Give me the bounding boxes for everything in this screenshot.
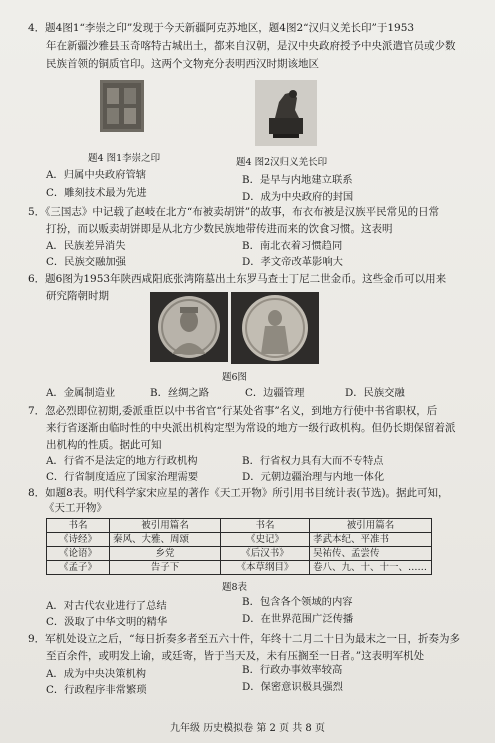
q8-stem-line-1: 8．如题8表。明代科学家宋应星的著作《天工开物》所引用书目统计表(节选)。据此可知， xyxy=(28,487,449,499)
q8-option-b[interactable]: B．包含各个领域的内容 xyxy=(242,596,353,608)
q7-stem-line-1: 7．忽必烈即位初期,委派重臣以中书省官“行某处省事”名义，到地方行使中书省职权，后 xyxy=(28,405,438,417)
q9-option-a[interactable]: A．成为中央决策机构 xyxy=(46,668,147,680)
gold-coin-obverse-photo xyxy=(150,292,228,362)
table-cell: 《史记》 xyxy=(221,533,310,547)
table-cell: 《本草纲目》 xyxy=(221,561,310,575)
q4-stem-line-3: 民族首领的铜质官印。这两个文物充分表明西汉时期该地区 xyxy=(46,58,319,70)
table-header-cell: 书名 xyxy=(221,519,310,533)
table-cell: 告子下 xyxy=(110,561,221,575)
q9-stem-line-2: 至百余件，或明发上谕，或廷寄，皆于当天及，未有压搁至一日者。”这表明军机处 xyxy=(46,650,425,662)
table-cell: 吴祐传、孟尝传 xyxy=(310,547,432,561)
table-header-cell: 书名 xyxy=(47,519,110,533)
q4-figure-1-caption: 题4 图1李崇之印 xyxy=(88,153,161,164)
q8-option-d[interactable]: D．在世界范围广泛传播 xyxy=(242,613,354,625)
table-header-cell: 被引用篇名 xyxy=(310,519,432,533)
q7-option-a[interactable]: A．行省不是法定的地方行政机构 xyxy=(46,455,198,467)
table-row xyxy=(47,533,432,547)
q8-option-c[interactable]: C．汲取了中华文明的精华 xyxy=(46,616,168,628)
q5-stem-line-1: 5．《三国志》中记载了赵岐在北方“布被卖胡饼”的故事，布衣布被是汉族平民常见的日常 xyxy=(28,206,440,218)
q9-option-b[interactable]: B．行政办事效率较高 xyxy=(242,664,343,676)
q8-citation-table xyxy=(46,518,432,575)
q5-stem-line-2: 打扮，而以贩卖胡饼即是从北方少数民族地带传进而来的饮食习惯。这表明 xyxy=(46,223,393,235)
table-cell: 《诗经》 xyxy=(47,533,110,547)
table-cell: 《孟子》 xyxy=(47,561,110,575)
q7-option-c[interactable]: C．行省制度适应了国家治理需要 xyxy=(46,471,199,483)
q6-figure-caption: 题6图 xyxy=(222,372,248,383)
q4-figure-2-caption: 题4 图2汉归义羌长印 xyxy=(236,157,328,168)
q5-option-d[interactable]: D．孝文帝改革影响大 xyxy=(242,256,343,268)
page-footer: 九年级 历史模拟卷 第 2 页 共 8 页 xyxy=(170,723,325,734)
q6-option-c[interactable]: C．边疆管理 xyxy=(245,387,305,399)
q6-option-a[interactable]: A．金属制造业 xyxy=(46,387,116,399)
q4-option-b[interactable]: B．是早与内地建立联系 xyxy=(242,174,353,186)
q4-option-d[interactable]: D．成为中央政府的封国 xyxy=(242,191,354,203)
table-cell: 卷八、九、十、十一、…… xyxy=(310,561,432,575)
gold-coin-reverse-photo xyxy=(231,292,319,364)
q6-option-d[interactable]: D．民族交融 xyxy=(345,387,405,399)
q7-stem-line-3: 出机构的性质。据此可知 xyxy=(46,439,162,451)
table-row xyxy=(47,561,432,575)
q8-table-caption: 题8表 xyxy=(222,582,248,593)
q6-option-b[interactable]: B．丝绸之路 xyxy=(150,387,210,399)
table-cell: 《论语》 xyxy=(47,547,110,561)
table-header-cell: 被引用篇名 xyxy=(110,519,221,533)
table-cell: 孝武本纪、平准书 xyxy=(310,533,432,547)
table-header-row xyxy=(47,519,432,533)
q5-option-b[interactable]: B．南北衣着习惯趋同 xyxy=(242,240,343,252)
q6-stem-line-2: 研究隋朝时期 xyxy=(46,290,109,302)
li-chong-seal-photo xyxy=(100,80,144,132)
q7-stem-line-2: 来行省逐渐由临时性的中央派出机构定型为常设的地方一级行政机构。但仍长期保留着派 xyxy=(46,422,456,434)
q8-option-a[interactable]: A．对古代农业进行了总结 xyxy=(46,600,167,612)
han-guiyi-qiangzhang-seal-photo xyxy=(255,80,317,146)
table-cell: 秦风、大雅、周颂 xyxy=(110,533,221,547)
q4-stem-line-1: 4．题4图1“李崇之印”发现于今天新疆阿克苏地区，题4图2“汉归义羌长印”于1953 xyxy=(28,22,415,34)
q4-option-a[interactable]: A．归属中央政府管辖 xyxy=(46,169,147,181)
q5-option-c[interactable]: C．民族交融加强 xyxy=(46,256,126,268)
q8-stem-line-2: 《天工开物》 xyxy=(44,502,107,514)
q4-option-c[interactable]: C．雕刻技术最为先进 xyxy=(46,187,147,199)
q5-option-a[interactable]: A．民族差异消失 xyxy=(46,240,126,252)
q7-option-d[interactable]: D．元朝边疆治理与内地一体化 xyxy=(242,471,385,483)
q4-stem-line-2: 年在新疆沙雅县玉奇喀特古城出土，都来自汉朝，是汉中央政府授予中央派遣官员或少数 xyxy=(46,40,456,52)
q9-stem-line-1: 9．军机处设立之后，“每日折奏多者至五六十件，年终十二月二十日为最末之一日，折奏为多 xyxy=(28,633,461,645)
q7-option-b[interactable]: B．行省权力具有大而不专特点 xyxy=(242,455,384,467)
q9-option-c[interactable]: C．行政程序非常繁琐 xyxy=(46,684,147,696)
table-cell: 乡党 xyxy=(110,547,221,561)
table-row xyxy=(47,547,432,561)
table-cell: 《后汉书》 xyxy=(221,547,310,561)
q6-stem-line-1: 6．题6图为1953年陕西咸阳底张湾隋墓出土东罗马查士丁尼二世金币。这些金币可以用来 xyxy=(28,273,447,285)
q9-option-d[interactable]: D．保密意识极具强烈 xyxy=(242,681,343,693)
